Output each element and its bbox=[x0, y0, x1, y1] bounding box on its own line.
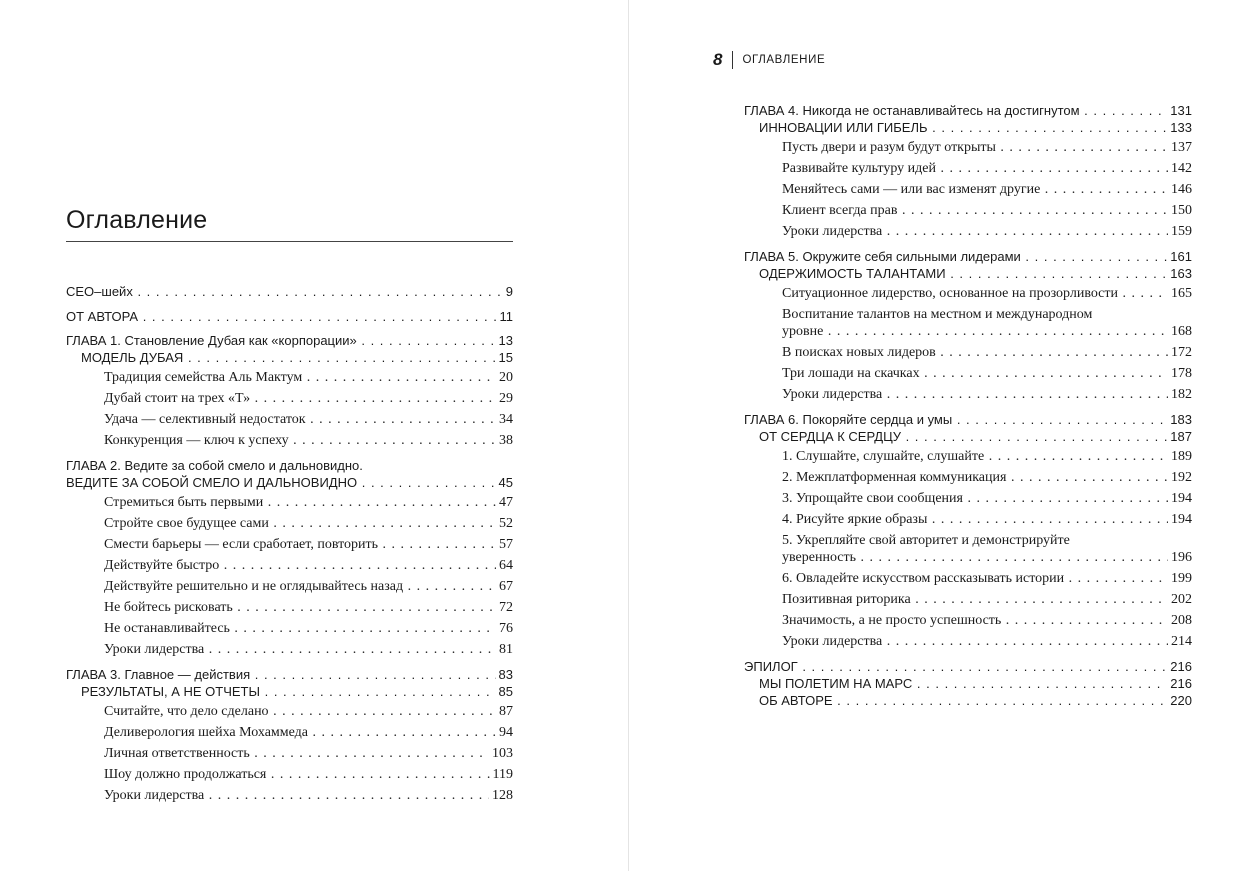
toc-entry-page: 142 bbox=[1168, 161, 1192, 177]
toc-entry-label: Ситуационное лидерство, основанное на прозорливости bbox=[782, 286, 1118, 301]
toc-entry-page: 178 bbox=[1168, 366, 1192, 382]
toc-entry[interactable] bbox=[66, 516, 513, 532]
toc-entry-page: 172 bbox=[1168, 345, 1192, 361]
toc-entry[interactable] bbox=[66, 642, 513, 658]
toc-entry-page: 183 bbox=[1167, 412, 1192, 427]
toc-entry-page: 182 bbox=[1168, 387, 1192, 403]
toc-entry-label: ОТ СЕРДЦА К СЕРДЦУ bbox=[759, 429, 901, 444]
toc-entry[interactable] bbox=[66, 391, 513, 407]
toc-entry-page: 15 bbox=[496, 350, 513, 365]
toc-entry[interactable] bbox=[744, 224, 1192, 240]
toc-entry-label: Стремиться быть первыми bbox=[104, 495, 264, 510]
toc-entry-label: Позитивная риторика bbox=[782, 592, 911, 607]
toc-entry[interactable] bbox=[66, 558, 513, 574]
toc-entry[interactable] bbox=[66, 684, 513, 699]
toc-entry[interactable] bbox=[744, 324, 1192, 340]
toc-entry[interactable] bbox=[744, 449, 1192, 465]
toc-entry-label: уверенность bbox=[782, 550, 857, 565]
toc-entry-page: 67 bbox=[496, 579, 513, 595]
toc-entry-label: ЭПИЛОГ bbox=[744, 659, 798, 674]
toc-entry[interactable] bbox=[66, 433, 513, 449]
toc-entry-page: 94 bbox=[496, 725, 513, 741]
toc-entry-label: СЕО–шейх bbox=[66, 284, 133, 299]
toc-entry-label: Пусть двери и разум будут открыты bbox=[782, 140, 996, 155]
toc-entry-label: Действуйте решительно и не оглядывайтесь назад bbox=[104, 579, 404, 594]
right-page bbox=[629, 0, 1258, 871]
running-header-title: ОГЛАВЛЕНИЕ bbox=[742, 54, 826, 66]
toc-entry-label: ВЕДИТЕ ЗА СОБОЙ СМЕЛО И ДАЛЬНОВИДНО bbox=[66, 475, 358, 490]
toc-entry-label: РЕЗУЛЬТАТЫ, А НЕ ОТЧЕТЫ bbox=[81, 684, 260, 699]
toc-entry-page: 150 bbox=[1168, 203, 1192, 219]
toc-entry-label: Значимость, а не просто успешность bbox=[782, 613, 1002, 628]
toc-entry-page: 187 bbox=[1167, 429, 1192, 444]
toc-entry-page: 119 bbox=[490, 767, 513, 783]
toc-entry[interactable] bbox=[66, 600, 513, 616]
toc-entry-label: Воспитание талантов на местном и международном bbox=[782, 307, 1093, 322]
toc-entry[interactable] bbox=[744, 412, 1192, 427]
toc-entry-page: 214 bbox=[1168, 634, 1192, 650]
toc-entry[interactable] bbox=[744, 491, 1192, 507]
toc-entry-label: ГЛАВА 6. Покоряйте сердца и умы bbox=[744, 412, 953, 427]
toc-entry[interactable] bbox=[66, 746, 513, 762]
toc-entry-label: Уроки лидерства bbox=[104, 642, 205, 657]
toc-entry-page: 34 bbox=[496, 412, 513, 428]
toc-entry-label: ИННОВАЦИИ ИЛИ ГИБЕЛЬ bbox=[759, 120, 928, 135]
toc-entry-label: ГЛАВА 1. Становление Дубая как «корпорации» bbox=[66, 333, 357, 348]
toc-entry-label: Шоу должно продолжаться bbox=[104, 767, 267, 782]
toc-entry-label: Личная ответственность bbox=[104, 746, 250, 761]
toc-entry[interactable] bbox=[66, 704, 513, 720]
toc-entry-label: Уроки лидерства bbox=[782, 224, 883, 239]
toc-entry-label: ОТ АВТОРА bbox=[66, 309, 139, 324]
toc-entry[interactable] bbox=[744, 266, 1192, 281]
toc-entry[interactable] bbox=[744, 286, 1192, 302]
toc-entry[interactable] bbox=[744, 659, 1192, 674]
toc-entry[interactable] bbox=[744, 571, 1192, 587]
toc-entry-page: 29 bbox=[496, 391, 513, 407]
toc-entry-page: 47 bbox=[496, 495, 513, 511]
toc-entry-label: Считайте, что дело сделано bbox=[104, 704, 269, 719]
toc-entry-label: Не останавливайтесь bbox=[104, 621, 230, 636]
toc-entry-page: 52 bbox=[496, 516, 513, 532]
toc-entry-label: Деливерология шейха Мохаммеда bbox=[104, 725, 309, 740]
toc-entry-page: 216 bbox=[1167, 659, 1192, 674]
toc-entry-label: Уроки лидерства bbox=[782, 634, 883, 649]
toc-list-right bbox=[744, 103, 1192, 708]
toc-entry-page: 13 bbox=[496, 333, 513, 348]
toc-entry-label: Уроки лидерства bbox=[782, 387, 883, 402]
toc-entry-page: 20 bbox=[496, 370, 513, 386]
toc-entry-label: ГЛАВА 2. Ведите за собой смело и дальновидно. bbox=[66, 458, 363, 473]
toc-entry[interactable] bbox=[744, 182, 1192, 198]
toc-entry-page: 208 bbox=[1168, 613, 1192, 629]
toc-entry-label: 6. Овладейте искусством рассказывать истории bbox=[782, 571, 1065, 586]
toc-entry[interactable] bbox=[744, 140, 1192, 156]
toc-entry-label: 2. Межплатформенная коммуникация bbox=[782, 470, 1007, 485]
running-header bbox=[713, 50, 825, 70]
toc-entry-label: Конкуренция — ключ к успеху bbox=[104, 433, 289, 448]
page-number: 8 bbox=[713, 50, 723, 69]
toc-entry-page: 64 bbox=[496, 558, 513, 574]
toc-entry-page: 38 bbox=[496, 433, 513, 449]
toc-entry-page: 165 bbox=[1168, 286, 1192, 302]
toc-entry[interactable] bbox=[66, 350, 513, 365]
toc-entry[interactable] bbox=[744, 249, 1192, 264]
toc-entry-label: Действуйте быстро bbox=[104, 558, 220, 573]
toc-entry-label: Удача — селективный недостаток bbox=[104, 412, 306, 427]
header-divider bbox=[732, 51, 733, 69]
toc-entry-page: 194 bbox=[1168, 491, 1192, 507]
toc-entry[interactable] bbox=[744, 345, 1192, 361]
toc-entry[interactable] bbox=[744, 550, 1192, 566]
title-underline bbox=[66, 241, 513, 242]
toc-entry-label: 3. Упрощайте свои сообщения bbox=[782, 491, 963, 506]
toc-entry-label: МОДЕЛЬ ДУБАЯ bbox=[81, 350, 184, 365]
toc-entry-label: Клиент всегда прав bbox=[782, 203, 898, 218]
toc-entry-page: 128 bbox=[489, 788, 513, 804]
toc-entry-page: 199 bbox=[1168, 571, 1192, 587]
toc-entry-page: 72 bbox=[496, 600, 513, 616]
toc-entry[interactable] bbox=[66, 767, 513, 783]
toc-entry-page: 146 bbox=[1168, 182, 1192, 198]
toc-entry-label: Традиция семейства Аль Мактум bbox=[104, 370, 303, 385]
toc-entry[interactable] bbox=[744, 634, 1192, 650]
toc-entry[interactable] bbox=[744, 203, 1192, 219]
toc-entry[interactable] bbox=[66, 412, 513, 428]
toc-entry[interactable] bbox=[66, 725, 513, 741]
toc-list-left bbox=[66, 284, 513, 804]
toc-entry[interactable] bbox=[744, 366, 1192, 382]
toc-entry-page: 45 bbox=[496, 475, 513, 490]
toc-entry-label: 1. Слушайте, слушайте, слушайте bbox=[782, 449, 985, 464]
toc-entry-label: Уроки лидерства bbox=[104, 788, 205, 803]
toc-entry-label: Развивайте культуру идей bbox=[782, 161, 936, 176]
left-page bbox=[0, 0, 628, 871]
toc-entry-label: ОДЕРЖИМОСТЬ ТАЛАНТАМИ bbox=[759, 266, 946, 281]
toc-entry-page: 103 bbox=[489, 746, 513, 762]
toc-entry[interactable] bbox=[66, 495, 513, 511]
toc-entry-label: ОБ АВТОРЕ bbox=[759, 693, 833, 708]
toc-entry-label: ГЛАВА 3. Главное — действия bbox=[66, 667, 251, 682]
toc-entry[interactable] bbox=[66, 788, 513, 804]
toc-entry[interactable] bbox=[744, 387, 1192, 403]
toc-entry-page: 189 bbox=[1168, 449, 1192, 465]
toc-entry[interactable] bbox=[744, 693, 1192, 708]
toc-entry-label: Не бойтесь рисковать bbox=[104, 600, 233, 615]
toc-entry-page: 87 bbox=[496, 704, 513, 720]
toc-entry-page: 216 bbox=[1167, 676, 1192, 691]
toc-entry-page: 168 bbox=[1168, 324, 1192, 340]
toc-entry-label: Смести барьеры — если сработает, повторить bbox=[104, 537, 379, 552]
toc-entry-page: 57 bbox=[496, 537, 513, 553]
toc-entry-label: В поисках новых лидеров bbox=[782, 345, 936, 360]
toc-entry[interactable] bbox=[744, 676, 1192, 691]
toc-entry-page: 81 bbox=[496, 642, 513, 658]
toc-entry-page: 163 bbox=[1167, 266, 1192, 281]
toc-entry-label: 4. Рисуйте яркие образы bbox=[782, 512, 928, 527]
toc-entry-page: 192 bbox=[1168, 470, 1192, 486]
toc-entry[interactable] bbox=[744, 429, 1192, 444]
toc-entry[interactable] bbox=[66, 621, 513, 637]
toc-entry-label: МЫ ПОЛЕТИМ НА МАРС bbox=[759, 676, 913, 691]
toc-entry-page: 9 bbox=[503, 284, 513, 299]
toc-entry[interactable] bbox=[744, 512, 1192, 528]
toc-entry-label: ГЛАВА 4. Никогда не останавливайтесь на достигнутом bbox=[744, 103, 1080, 118]
toc-entry-page: 11 bbox=[497, 309, 514, 324]
toc-entry-label: 5. Укрепляйте свой авторитет и демонстрируйте bbox=[782, 533, 1070, 548]
toc-entry-page: 194 bbox=[1168, 512, 1192, 528]
toc-entry[interactable] bbox=[66, 537, 513, 553]
toc-entry-page: 131 bbox=[1167, 103, 1192, 118]
toc-entry-page: 159 bbox=[1168, 224, 1192, 240]
toc-entry-label: уровне bbox=[782, 324, 824, 339]
toc-entry[interactable] bbox=[66, 333, 513, 348]
toc-entry-page: 83 bbox=[496, 667, 513, 682]
toc-entry[interactable] bbox=[66, 475, 513, 490]
toc-entry-page: 161 bbox=[1167, 249, 1192, 264]
toc-entry-page: 85 bbox=[496, 684, 513, 699]
toc-entry-label: Стройте свое будущее сами bbox=[104, 516, 269, 531]
toc-entry[interactable] bbox=[744, 307, 1192, 323]
toc-entry[interactable] bbox=[744, 161, 1192, 177]
toc-entry[interactable] bbox=[66, 458, 513, 473]
toc-entry-page: 220 bbox=[1167, 693, 1192, 708]
toc-entry-label: ГЛАВА 5. Окружите себя сильными лидерами bbox=[744, 249, 1021, 264]
toc-entry[interactable] bbox=[66, 284, 513, 299]
toc-entry[interactable] bbox=[744, 470, 1192, 486]
toc-entry-page: 76 bbox=[496, 621, 513, 637]
toc-entry[interactable] bbox=[744, 120, 1192, 135]
toc-entry-label: Три лошади на скачках bbox=[782, 366, 920, 381]
toc-entry-page: 202 bbox=[1168, 592, 1192, 608]
toc-entry-label: Меняйтесь сами — или вас изменят другие bbox=[782, 182, 1041, 197]
toc-entry[interactable] bbox=[744, 613, 1192, 629]
toc-entry[interactable] bbox=[744, 533, 1192, 549]
page-title: Оглавление bbox=[66, 206, 208, 234]
toc-entry-page: 133 bbox=[1167, 120, 1192, 135]
toc-entry[interactable] bbox=[744, 592, 1192, 608]
toc-entry-page: 196 bbox=[1168, 550, 1192, 566]
toc-entry-label: Дубай стоит на трех «Т» bbox=[104, 391, 251, 406]
toc-entry[interactable] bbox=[744, 103, 1192, 118]
toc-entry[interactable] bbox=[66, 667, 513, 682]
toc-entry[interactable] bbox=[66, 370, 513, 386]
toc-entry[interactable] bbox=[66, 309, 513, 324]
toc-entry[interactable] bbox=[66, 579, 513, 595]
toc-entry-page: 137 bbox=[1168, 140, 1192, 156]
